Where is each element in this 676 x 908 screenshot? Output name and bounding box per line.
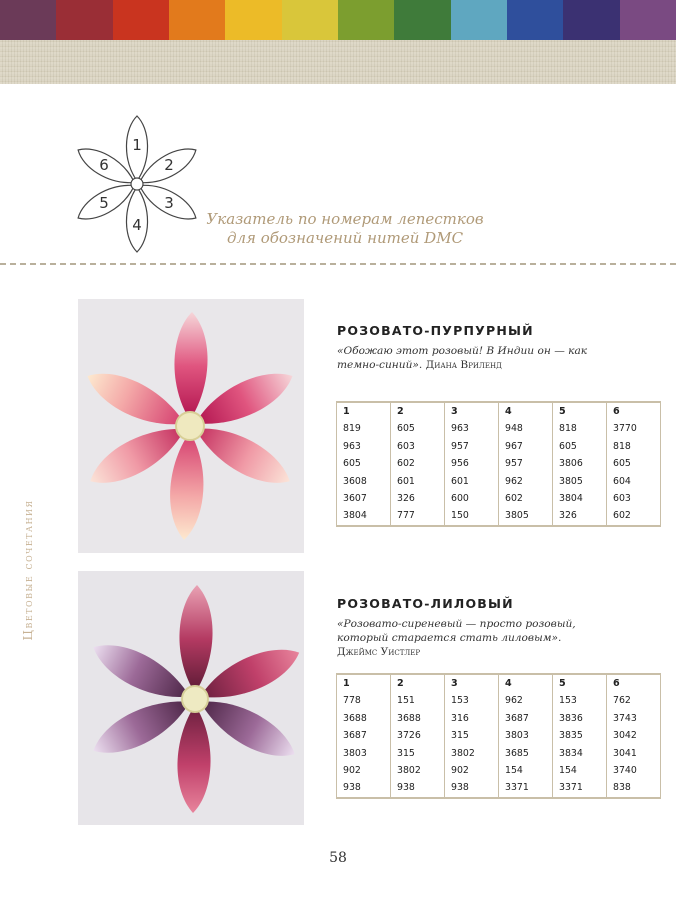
table-cell: 153 <box>445 692 499 709</box>
table-cell: 3802 <box>445 745 499 762</box>
table-cell: 326 <box>553 507 607 525</box>
quote-text: «Розовато-сиреневый — просто розовый, который старается стать лиловым». <box>337 618 576 644</box>
table-row <box>337 438 661 455</box>
table-row <box>337 455 661 472</box>
column-header: 4 <box>499 674 553 692</box>
table-cell: 3802 <box>391 762 445 779</box>
petal-number: 2 <box>164 156 174 174</box>
petal-number: 6 <box>99 156 109 174</box>
table-cell: 3805 <box>553 473 607 490</box>
thread-swatch <box>620 0 676 40</box>
quote-author: Джеймс Уистлер <box>337 646 421 658</box>
table-cell: 777 <box>391 507 445 525</box>
table-cell: 3806 <box>553 455 607 472</box>
table-cell: 838 <box>607 779 661 797</box>
table-cell: 315 <box>445 727 499 744</box>
table-row <box>337 727 661 744</box>
color-combo-block <box>337 323 627 372</box>
table-cell: 3803 <box>499 727 553 744</box>
table-cell: 602 <box>499 490 553 507</box>
table-cell: 963 <box>337 438 391 455</box>
petal-number: 1 <box>132 136 142 154</box>
table-cell: 956 <box>445 455 499 472</box>
table-cell: 605 <box>553 438 607 455</box>
column-header: 1 <box>337 674 391 692</box>
table-cell: 819 <box>337 420 391 437</box>
table-row <box>337 473 661 490</box>
table-row <box>337 490 661 507</box>
table-cell: 3804 <box>553 490 607 507</box>
petal-number: 5 <box>99 194 109 212</box>
table-cell: 3743 <box>607 710 661 727</box>
section-side-label: Цветовые сочетания <box>21 499 35 641</box>
table-cell: 151 <box>391 692 445 709</box>
column-header: 2 <box>391 402 445 420</box>
thread-swatch <box>56 0 112 40</box>
table-cell: 938 <box>337 779 391 797</box>
table-cell: 963 <box>445 420 499 437</box>
thread-swatch <box>225 0 281 40</box>
table-cell: 938 <box>445 779 499 797</box>
table-cell: 602 <box>391 455 445 472</box>
thread-swatch <box>394 0 450 40</box>
table-cell: 3685 <box>499 745 553 762</box>
thread-swatch <box>113 0 169 40</box>
table-cell: 957 <box>445 438 499 455</box>
table-cell: 3834 <box>553 745 607 762</box>
table-cell: 3805 <box>499 507 553 525</box>
color-combo-block <box>337 596 627 659</box>
table-cell: 778 <box>337 692 391 709</box>
embroidery-photo-pink-purple <box>78 299 304 553</box>
table-cell: 600 <box>445 490 499 507</box>
table-cell: 3687 <box>499 710 553 727</box>
table-cell: 3726 <box>391 727 445 744</box>
petal-key-legend: Указатель по номерам лепестков для обозначений нитей DMC <box>206 210 484 247</box>
table-cell: 3607 <box>337 490 391 507</box>
table-cell: 948 <box>499 420 553 437</box>
dmc-thread-table <box>336 673 661 799</box>
table-cell: 818 <box>607 438 661 455</box>
table-cell: 3371 <box>499 779 553 797</box>
table-cell: 967 <box>499 438 553 455</box>
petal-key-diagram <box>74 114 202 266</box>
column-header: 3 <box>445 402 499 420</box>
table-cell: 818 <box>553 420 607 437</box>
table-cell: 150 <box>445 507 499 525</box>
dashed-divider <box>0 263 676 265</box>
table-cell: 3740 <box>607 762 661 779</box>
table-cell: 938 <box>391 779 445 797</box>
table-cell: 3803 <box>337 745 391 762</box>
table-cell: 3770 <box>607 420 661 437</box>
table-row <box>337 762 661 779</box>
table-cell: 154 <box>553 762 607 779</box>
column-header: 4 <box>499 402 553 420</box>
table-cell: 3042 <box>607 727 661 744</box>
column-header: 5 <box>553 674 607 692</box>
combo-title: РОЗОВАТО-ПУРПУРНЫЙ <box>337 323 534 338</box>
table-cell: 603 <box>607 490 661 507</box>
petal-number: 4 <box>132 216 142 234</box>
table-cell: 326 <box>391 490 445 507</box>
combo-title: РОЗОВАТО-ЛИЛОВЫЙ <box>337 596 514 611</box>
column-header: 6 <box>607 402 661 420</box>
table-cell: 3608 <box>337 473 391 490</box>
table-cell: 603 <box>391 438 445 455</box>
table-cell: 962 <box>499 473 553 490</box>
table-cell: 605 <box>391 420 445 437</box>
table-row <box>337 420 661 437</box>
thread-swatch <box>507 0 563 40</box>
linen-band <box>0 40 676 84</box>
column-header: 1 <box>337 402 391 420</box>
dmc-thread-table <box>336 401 661 527</box>
combo-quote <box>337 617 599 659</box>
table-cell: 957 <box>499 455 553 472</box>
combo-quote <box>337 344 599 372</box>
table-cell: 3835 <box>553 727 607 744</box>
table-cell: 3687 <box>337 727 391 744</box>
table-cell: 3371 <box>553 779 607 797</box>
thread-swatch <box>0 0 56 40</box>
table-cell: 601 <box>445 473 499 490</box>
thread-swatch <box>338 0 394 40</box>
table-cell: 3688 <box>337 710 391 727</box>
table-cell: 3804 <box>337 507 391 525</box>
table-cell: 316 <box>445 710 499 727</box>
embroidery-photo-pink-lilac <box>78 571 304 825</box>
column-header: 2 <box>391 674 445 692</box>
table-cell: 153 <box>553 692 607 709</box>
table-cell: 3836 <box>553 710 607 727</box>
thread-color-strip <box>0 0 676 40</box>
table-cell: 602 <box>607 507 661 525</box>
page-number: 58 <box>329 850 347 866</box>
table-cell: 315 <box>391 745 445 762</box>
table-cell: 601 <box>391 473 445 490</box>
table-cell: 902 <box>445 762 499 779</box>
table-cell: 902 <box>337 762 391 779</box>
table-cell: 962 <box>499 692 553 709</box>
table-row <box>337 692 661 709</box>
thread-swatch <box>169 0 225 40</box>
table-cell: 154 <box>499 762 553 779</box>
table-cell: 762 <box>607 692 661 709</box>
table-cell: 605 <box>607 455 661 472</box>
column-header: 6 <box>607 674 661 692</box>
table-row <box>337 710 661 727</box>
petal-number: 3 <box>164 194 174 212</box>
column-header: 3 <box>445 674 499 692</box>
table-header-row <box>337 402 661 420</box>
quote-text: «Обожаю этот розовый! В Индии он — как темно-синий». <box>337 345 588 371</box>
thread-swatch <box>451 0 507 40</box>
table-cell: 605 <box>337 455 391 472</box>
table-cell: 604 <box>607 473 661 490</box>
table-row <box>337 779 661 797</box>
table-row <box>337 507 661 525</box>
thread-swatch <box>563 0 619 40</box>
quote-author: Диана Вриленд <box>425 359 502 371</box>
table-row <box>337 745 661 762</box>
table-header-row <box>337 674 661 692</box>
thread-swatch <box>282 0 338 40</box>
column-header: 5 <box>553 402 607 420</box>
table-cell: 3688 <box>391 710 445 727</box>
table-cell: 3041 <box>607 745 661 762</box>
